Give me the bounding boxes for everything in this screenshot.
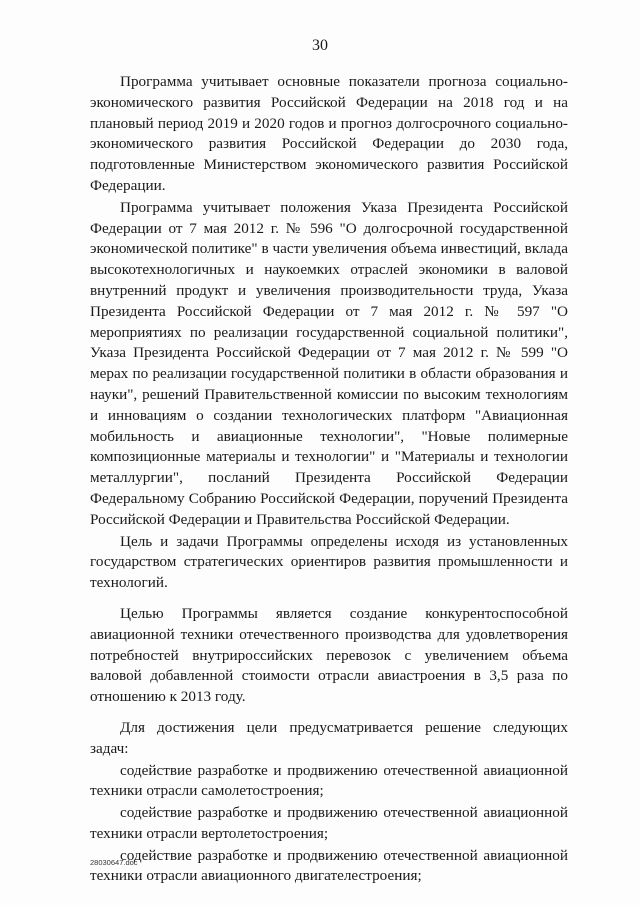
page-number: 30 [312, 37, 328, 54]
task-item-aircraft: содействие разработке и продвижению отечественной авиационной техники отрасли самолетостроения; [90, 761, 568, 800]
paragraph-tasks-intro: Для достижения цели предусматривается решение следующих задач: [90, 718, 568, 757]
paragraph-goals-basis: Цель и задачи Программы определены исходя из установленных государством стратегических ориентиров развития промышленности и технологий. [90, 532, 568, 592]
paragraph-program-goal: Целью Программы является создание конкурентоспособной авиационной техники отечественного производства для удовлетворения потребностей внутрироссийских перевозок с увеличением объема валовой добавленной стоимости отрасли авиастроения в 3,5 раза по отношению к 2013 году. [90, 604, 568, 706]
task-item-engine: содействие разработке и продвижению отечественной авиационной техники отрасли авиационного двигателестроения; [90, 846, 568, 885]
document-filename: 28030647.doc [90, 858, 138, 867]
task-item-helicopter: содействие разработке и продвижению отечественной авиационной техники отрасли вертолетостроения; [90, 804, 568, 842]
document-body [90, 72, 568, 888]
paragraph-forecast: Программа учитывает основные показатели прогноза социально-экономического развития Российской Федерации на 2018 год и на плановый период 2019 и 2020 годов и прогноз долгосрочного социально-экономического развития Российской Федерации до 2030 года, подготовленные Министерством экономического развития Российской Федерации. [90, 73, 568, 194]
paragraph-decrees: Программа учитывает положения Указа Президента Российской Федерации от 7 мая 2012 г. № 596 "О долгосрочной государственной экономической политике" в части увеличения объема инвестиций, вклада высокотехнологичных и наукоемких отраслей экономики в валовой внутренний продукт и увеличения производительности труда, Указа Президента Российской Федерации от 7 мая 2012 г. № 597 "О мероприятиях по реализации государственной социальной политики", Указа Президента Российской Федерации от 7 мая 2012 г. № 599 "О мерах по реализации государственной политики в области образования и науки", решений Правительственной комиссии по высоким технологиям и инновациям о создании технологических платформ "Авиационная мобильность и авиационные технологии", "Новые полимерные композиционные материалы и технологии" и "Материалы и технологии металлургии", посланий Президента Российской Федерации Федеральному Собранию Российской Федерации, поручений Президента Российской Федерации и Правительства Российской Федерации. [90, 198, 568, 528]
